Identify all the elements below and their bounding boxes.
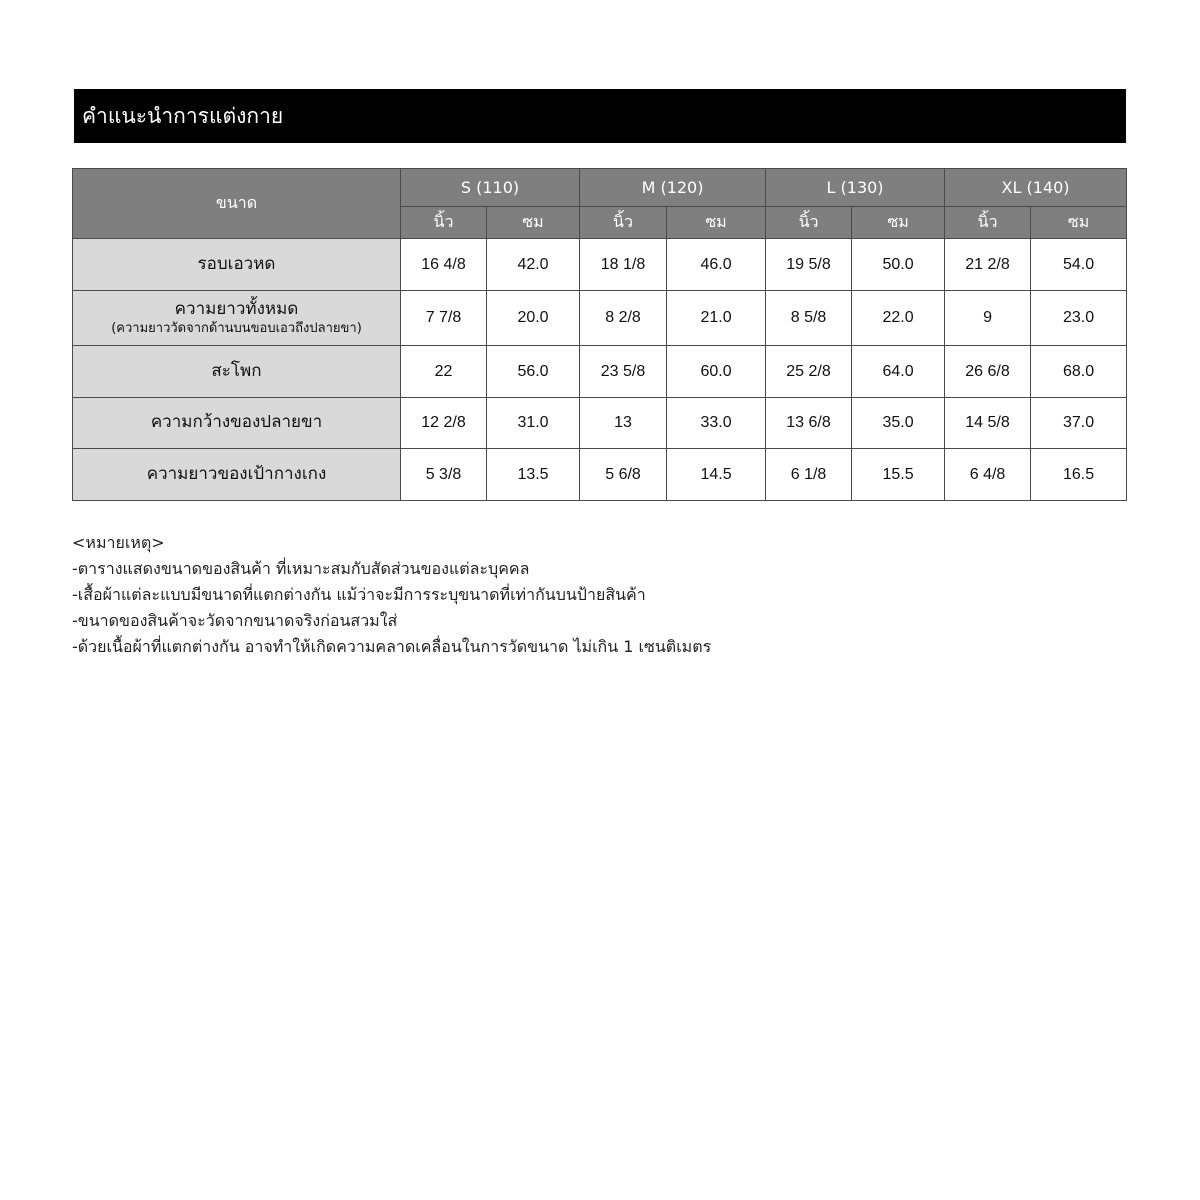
table-cell: 23.0 (1031, 291, 1127, 346)
row-label-text: ความยาวทั้งหมด (174, 299, 299, 320)
table-cell: 56.0 (487, 346, 580, 398)
table-row (73, 398, 1127, 449)
table-cell: 7 7/8 (401, 291, 487, 346)
table-cell: 37.0 (1031, 398, 1127, 449)
table-cell: 50.0 (852, 239, 945, 291)
table-cell: 14 5/8 (945, 398, 1031, 449)
table-cell: 9 (945, 291, 1031, 346)
row-label-text: ความกว้างของปลายขา (150, 412, 323, 433)
table-cell: 46.0 (667, 239, 766, 291)
table-row (73, 449, 1127, 501)
table-cell: 22.0 (852, 291, 945, 346)
note-line: -เสื้อผ้าแต่ละแบบมีขนาดที่แตกต่างกัน แม้ว่าจะมีการระบุขนาดที่เท่ากันบนป้ายสินค้า (72, 585, 646, 604)
unit-cm-header: ซม (487, 207, 580, 239)
table-row (73, 346, 1127, 398)
table-cell: 23 5/8 (580, 346, 667, 398)
table-cell: 19 5/8 (766, 239, 852, 291)
table-cell: 18 1/8 (580, 239, 667, 291)
table-cell: 13 6/8 (766, 398, 852, 449)
row-label (73, 398, 401, 449)
unit-inch-header: นิ้ว (945, 207, 1031, 239)
unit-inch-header: นิ้ว (580, 207, 667, 239)
table-row (73, 239, 1127, 291)
table-cell: 14.5 (667, 449, 766, 501)
table-cell: 15.5 (852, 449, 945, 501)
table-cell: 13 (580, 398, 667, 449)
notes-heading: <หมายเหตุ> (72, 533, 165, 552)
row-sublabel-text: (ความยาววัดจากด้านบนขอบเอวถึงปลายขา) (111, 320, 362, 336)
table-cell: 21 2/8 (945, 239, 1031, 291)
row-label (73, 291, 401, 346)
table-cell: 21.0 (667, 291, 766, 346)
note-line: -ขนาดของสินค้าจะวัดจากขนาดจริงก่อนสวมใส่ (72, 611, 398, 630)
unit-cm-header: ซม (667, 207, 766, 239)
row-label-text: ความยาวของเป้ากางเกง (146, 463, 327, 484)
size-chart-table (72, 168, 1127, 501)
page-title: คำแนะนำการแต่งกาย (82, 103, 284, 128)
table-cell: 64.0 (852, 346, 945, 398)
table-cell: 31.0 (487, 398, 580, 449)
table-cell: 20.0 (487, 291, 580, 346)
table-cell: 60.0 (667, 346, 766, 398)
table-cell: 13.5 (487, 449, 580, 501)
row-label (73, 449, 401, 501)
table-cell: 35.0 (852, 398, 945, 449)
unit-inch-header: นิ้ว (401, 207, 487, 239)
row-label (73, 239, 401, 291)
size-header-xl: XL (140) (945, 169, 1127, 207)
unit-inch-header: นิ้ว (766, 207, 852, 239)
size-header-l: L (130) (766, 169, 945, 207)
table-cell: 22 (401, 346, 487, 398)
title-bar (74, 89, 1126, 143)
table-cell: 68.0 (1031, 346, 1127, 398)
table-cell: 54.0 (1031, 239, 1127, 291)
notes-section (72, 530, 711, 660)
header-row-sizes (73, 169, 1127, 207)
unit-cm-header: ซม (852, 207, 945, 239)
table-cell: 16 4/8 (401, 239, 487, 291)
row-label-text: สะโพก (211, 360, 262, 381)
table-row (73, 291, 1127, 346)
row-label (73, 346, 401, 398)
table-cell: 26 6/8 (945, 346, 1031, 398)
note-line: -ตารางแสดงขนาดของสินค้า ที่เหมาะสมกับสัดส่วนของแต่ละบุคคล (72, 559, 530, 578)
table-cell: 42.0 (487, 239, 580, 291)
table-cell: 6 4/8 (945, 449, 1031, 501)
table-cell: 5 6/8 (580, 449, 667, 501)
size-header-s: S (110) (401, 169, 580, 207)
table-cell: 8 5/8 (766, 291, 852, 346)
table-cell: 16.5 (1031, 449, 1127, 501)
table-cell: 12 2/8 (401, 398, 487, 449)
table-cell: 33.0 (667, 398, 766, 449)
row-label-text: รอบเอวหด (197, 253, 276, 274)
note-line: -ด้วยเนื้อผ้าที่แตกต่างกัน อาจทำให้เกิดความคลาดเคลื่อนในการวัดขนาด ไม่เกิน 1 เซนติเมตร (72, 637, 712, 656)
size-header-label: ขนาด (73, 169, 401, 239)
unit-cm-header: ซม (1031, 207, 1127, 239)
table-cell: 8 2/8 (580, 291, 667, 346)
table-cell: 5 3/8 (401, 449, 487, 501)
table-cell: 25 2/8 (766, 346, 852, 398)
size-header-m: M (120) (580, 169, 766, 207)
table-cell: 6 1/8 (766, 449, 852, 501)
